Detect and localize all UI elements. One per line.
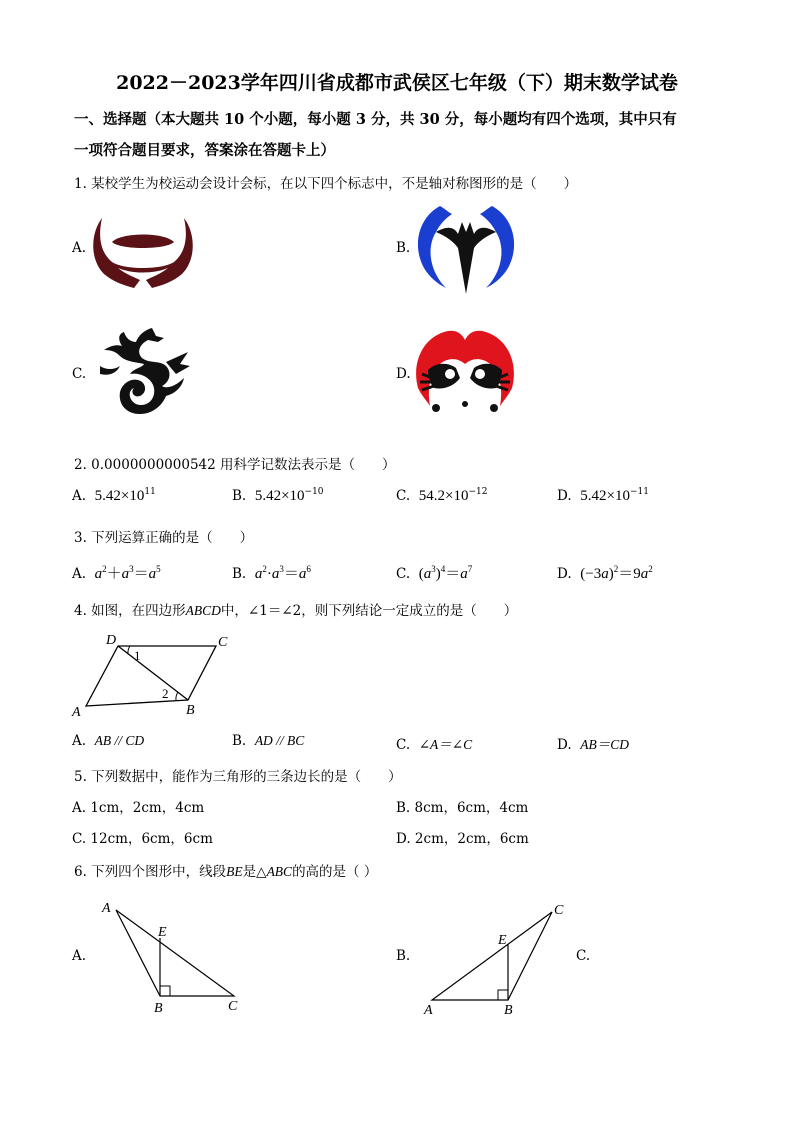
vertex-d-label: D: [106, 633, 117, 648]
q5-option-b: B. 8cm，6cm，4cm: [396, 800, 529, 816]
q6-option-b-label: B.: [396, 948, 411, 964]
option-label: D.: [557, 566, 572, 582]
option-label: D.: [557, 488, 572, 504]
jester-hands-logo-icon: [410, 324, 520, 416]
option-exponent: −12: [468, 487, 488, 497]
vertex-c-label: C: [228, 999, 238, 1014]
section-heading-line1: 一、选择题（本大题共 10 个小题，每小题 3 分，共 30 分，每小题均有四个选项，其中只有: [74, 111, 677, 128]
q2-option-b: [232, 488, 324, 505]
q2-option-c: [396, 488, 487, 505]
q1-option-c-label: C.: [72, 366, 87, 382]
option-base: 5.42×10: [254, 488, 305, 504]
option-exponent: −10: [304, 487, 324, 497]
option-base: 5.42×10: [94, 488, 145, 504]
q5-option-d: D. 2cm，2cm，6cm: [396, 831, 529, 847]
q2-option-a: [72, 488, 156, 505]
option-exponent: −11: [629, 487, 649, 497]
q3-option-a: A. $a^2+a^3=a^5$: [72, 564, 161, 582]
vertex-e-label: E: [158, 925, 167, 940]
vertex-b-label: B: [154, 1001, 163, 1016]
q4-quadrilateral-figure: [70, 628, 240, 720]
q6-option-c-label: C.: [576, 948, 591, 964]
q5-option-a: A. 1cm，2cm，4cm: [72, 800, 205, 816]
angle-1-label: 1: [134, 648, 141, 663]
stem-rest: 中，∠1＝∠2，则下列结论一定成立的是（ ）: [220, 603, 518, 619]
page-title: 2022－2023学年四川省成都市武侯区七年级（下）期末数学试卷: [116, 72, 678, 94]
question-4-stem: [74, 599, 517, 619]
dragon-logo-icon: [96, 326, 190, 418]
q4-option-c: C. ∠A＝∠C: [396, 737, 473, 753]
question-3-stem: 3. 下列运算正确的是（ ）: [74, 530, 254, 546]
option-label: B.: [232, 488, 247, 504]
vertex-c-label: C: [554, 903, 564, 918]
q4-option-d: D. AB＝CD: [557, 737, 629, 753]
vertex-e-label: E: [498, 933, 507, 948]
q5-option-c: C. 12cm，6cm，6cm: [72, 831, 213, 847]
q1-option-d-label: D.: [396, 366, 411, 382]
question-6-stem: 6. 下列四个图形中，线段BE是△ABC的高的是（ ）: [74, 864, 378, 880]
section-heading-line2: 一项符合题目要求，答案涂在答题卡上）: [74, 142, 335, 159]
option-label: C.: [396, 566, 411, 582]
q6-figure-b: [420, 898, 580, 1018]
question-5-stem: 5. 下列数据中，能作为三角形的三条边长的是（ ）: [74, 769, 402, 785]
option-base: 5.42×10: [580, 488, 630, 504]
option-base: 54.2×10: [418, 488, 469, 504]
q1-option-a-label: A.: [72, 240, 87, 256]
horns-logo-icon: [88, 212, 198, 292]
vertex-a-label: A: [72, 705, 81, 720]
vertex-b-label: B: [186, 703, 195, 718]
option-label: C.: [396, 488, 411, 504]
q4-option-a: A. AB // CD: [72, 733, 145, 749]
q3-option-d: D. $(-3a)^2=9a^2$: [557, 564, 653, 582]
stem-prefix: 4. 如图，在四边形: [74, 603, 186, 619]
quad-name: ABCD: [185, 603, 221, 618]
vertex-c-label: C: [218, 635, 228, 650]
q6-figure-a: [100, 896, 250, 1016]
option-label: A.: [72, 488, 87, 504]
vertex-a-label: A: [424, 1003, 433, 1018]
question-2-stem: 2. 0.0000000000542 用科学记数法表示是（ ）: [74, 457, 396, 473]
option-label: A.: [72, 566, 87, 582]
bat-logo-icon: [412, 202, 520, 296]
vertex-a-label: A: [102, 901, 111, 916]
question-1-stem: 1. 某校学生为校运动会设计会标，在以下四个标志中，不是轴对称图形的是（ ）: [74, 176, 578, 192]
q3-option-b: B. $a^2\cdot a^3=a^6$: [232, 564, 311, 582]
angle-2-label: 2: [162, 686, 169, 701]
option-label: B.: [232, 566, 247, 582]
q6-option-a-label: A.: [72, 948, 87, 964]
q4-option-b: B. AD // BC: [232, 733, 305, 749]
q2-option-d: [557, 488, 649, 505]
q1-option-b-label: B.: [396, 240, 411, 256]
q3-option-c: C. $(a^3)^4=a^7$: [396, 564, 473, 582]
vertex-b-label: B: [504, 1003, 513, 1018]
option-exponent: 11: [144, 487, 156, 497]
